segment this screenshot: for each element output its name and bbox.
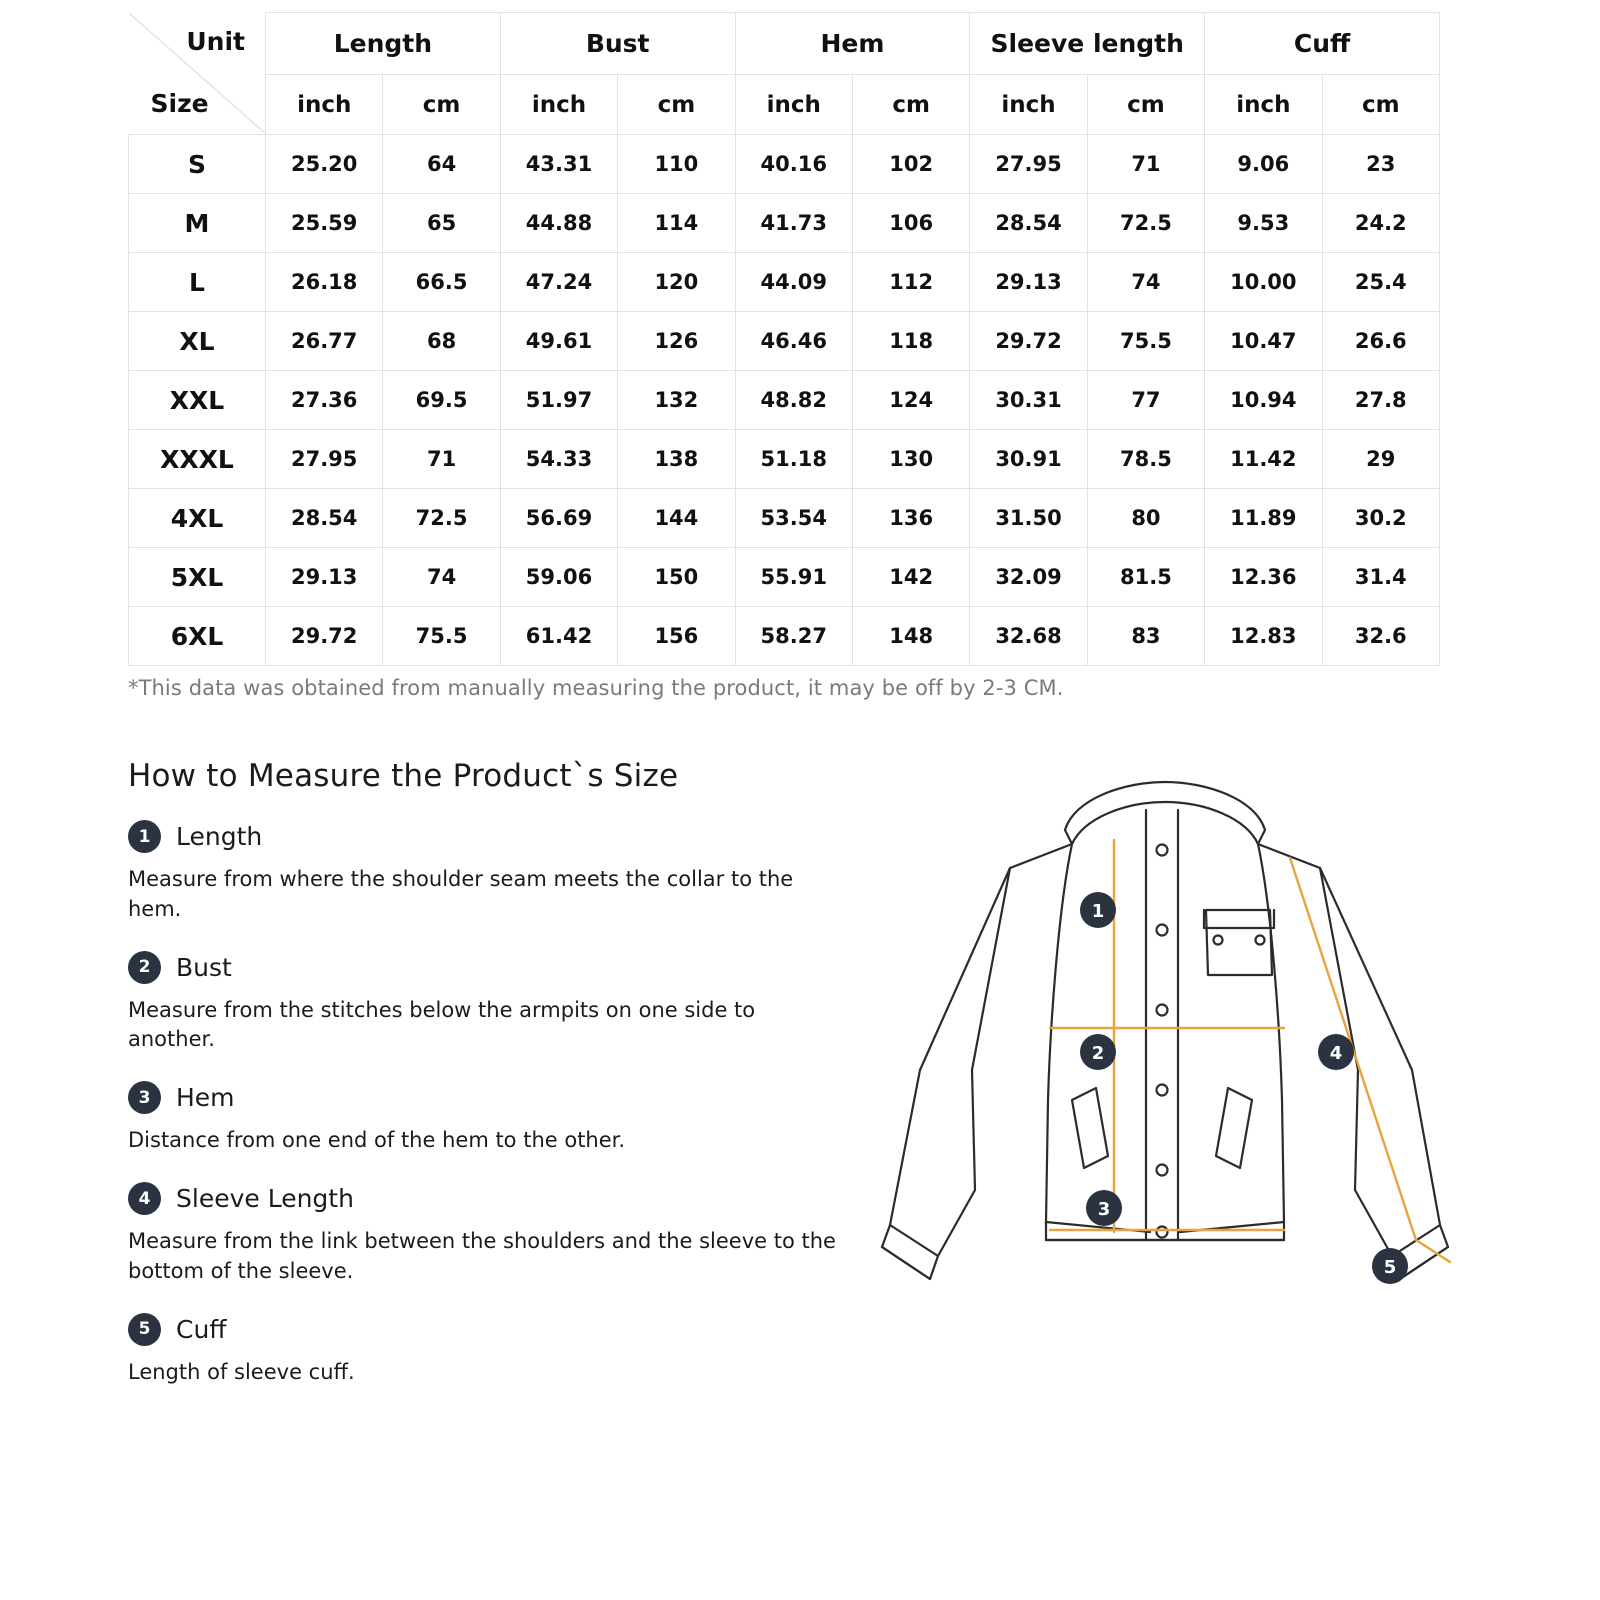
cell: 44.09 — [735, 253, 852, 312]
cell: 46.46 — [735, 312, 852, 371]
cell: 142 — [852, 548, 969, 607]
cell: 29.72 — [266, 607, 383, 666]
cell: 124 — [852, 371, 969, 430]
cell: 71 — [383, 430, 500, 489]
cell: 150 — [618, 548, 735, 607]
svg-text:3: 3 — [1097, 1199, 1111, 1220]
step-description: Distance from one end of the hem to the other. — [128, 1128, 626, 1153]
step-header — [128, 1313, 888, 1346]
cell: 68 — [383, 312, 500, 371]
row-size: 5XL — [129, 548, 266, 607]
cell: 31.4 — [1322, 548, 1439, 607]
step-title: Cuff — [176, 1314, 227, 1344]
cell: 9.06 — [1205, 135, 1322, 194]
cell: 72.5 — [383, 489, 500, 548]
subheader-unit: cm — [1087, 75, 1204, 135]
cell: 28.54 — [970, 194, 1087, 253]
row-size: 6XL — [129, 607, 266, 666]
step-number-badge: 2 — [128, 951, 161, 984]
cell: 83 — [1087, 607, 1204, 666]
step-header — [128, 1182, 888, 1215]
row-size: 4XL — [129, 489, 266, 548]
cell: 24.2 — [1322, 194, 1439, 253]
svg-text:4: 4 — [1329, 1043, 1343, 1064]
row-size: L — [129, 253, 266, 312]
table-row — [129, 253, 1440, 312]
cell: 65 — [383, 194, 500, 253]
cell: 41.73 — [735, 194, 852, 253]
subheader-unit: cm — [618, 75, 735, 135]
row-size: XL — [129, 312, 266, 371]
cell: 27.95 — [970, 135, 1087, 194]
table-subheader-row — [129, 75, 1440, 135]
cell: 51.97 — [500, 371, 617, 430]
cell: 156 — [618, 607, 735, 666]
unit-size-corner — [129, 13, 266, 135]
step-number-badge: 4 — [128, 1182, 161, 1215]
cell: 110 — [618, 135, 735, 194]
cell: 10.94 — [1205, 371, 1322, 430]
group-header-sleeve-length: Sleeve length — [970, 13, 1205, 75]
table-row — [129, 371, 1440, 430]
cell: 25.20 — [266, 135, 383, 194]
cell: 29.13 — [266, 548, 383, 607]
subheader-unit: inch — [266, 75, 383, 135]
cell: 25.4 — [1322, 253, 1439, 312]
cell: 58.27 — [735, 607, 852, 666]
cell: 74 — [383, 548, 500, 607]
measure-step-cuff — [128, 1313, 888, 1388]
step-number-badge: 1 — [128, 820, 161, 853]
row-size: M — [129, 194, 266, 253]
cell: 32.09 — [970, 548, 1087, 607]
table-row — [129, 135, 1440, 194]
table-group-header-row — [129, 13, 1440, 75]
step-title: Sleeve Length — [176, 1184, 354, 1214]
cell: 71 — [1087, 135, 1204, 194]
cell: 136 — [852, 489, 969, 548]
cell: 47.24 — [500, 253, 617, 312]
cell: 32.6 — [1322, 607, 1439, 666]
step-description: Length of sleeve cuff. — [128, 1359, 355, 1384]
subheader-unit: inch — [970, 75, 1087, 135]
cell: 75.5 — [383, 607, 500, 666]
cell: 29.13 — [970, 253, 1087, 312]
cell: 27.8 — [1322, 371, 1439, 430]
cell: 78.5 — [1087, 430, 1204, 489]
row-size: S — [129, 135, 266, 194]
cell: 10.00 — [1205, 253, 1322, 312]
subheader-unit: inch — [500, 75, 617, 135]
cell: 11.89 — [1205, 489, 1322, 548]
step-title: Bust — [176, 952, 232, 982]
step-description: Measure from the link between the shoulders and the sleeve to the bottom of the sleeve. — [128, 1229, 836, 1283]
cell: 69.5 — [383, 371, 500, 430]
cell: 148 — [852, 607, 969, 666]
svg-text:2: 2 — [1091, 1043, 1105, 1064]
cell: 130 — [852, 430, 969, 489]
measure-step-length — [128, 820, 888, 925]
table-row — [129, 607, 1440, 666]
cell: 120 — [618, 253, 735, 312]
cell: 30.31 — [970, 371, 1087, 430]
cell: 66.5 — [383, 253, 500, 312]
group-header-hem: Hem — [735, 13, 970, 75]
cell: 106 — [852, 194, 969, 253]
cell: 29 — [1322, 430, 1439, 489]
cell: 9.53 — [1205, 194, 1322, 253]
cell: 75.5 — [1087, 312, 1204, 371]
step-description: Measure from where the shoulder seam meets the collar to the hem. — [128, 867, 794, 921]
group-header-cuff: Cuff — [1205, 13, 1440, 75]
cell: 30.2 — [1322, 489, 1439, 548]
table-row — [129, 194, 1440, 253]
jacket-illustration-icon — [860, 770, 1480, 1300]
cell: 12.83 — [1205, 607, 1322, 666]
cell: 138 — [618, 430, 735, 489]
cell: 43.31 — [500, 135, 617, 194]
cell: 81.5 — [1087, 548, 1204, 607]
cell: 61.42 — [500, 607, 617, 666]
table-row — [129, 489, 1440, 548]
cell: 77 — [1087, 371, 1204, 430]
row-size: XXL — [129, 371, 266, 430]
cell: 53.54 — [735, 489, 852, 548]
cell: 25.59 — [266, 194, 383, 253]
subheader-unit: inch — [1205, 75, 1322, 135]
cell: 44.88 — [500, 194, 617, 253]
cell: 10.47 — [1205, 312, 1322, 371]
cell: 118 — [852, 312, 969, 371]
measure-step-sleeve-length — [128, 1182, 888, 1287]
table-row — [129, 548, 1440, 607]
size-label: Size — [150, 89, 209, 118]
svg-text:1: 1 — [1091, 901, 1105, 922]
row-size: XXXL — [129, 430, 266, 489]
how-to-measure-heading: How to Measure the Product`s Size — [128, 758, 679, 794]
subheader-unit: cm — [852, 75, 969, 135]
svg-text:5: 5 — [1383, 1257, 1397, 1278]
cell: 28.54 — [266, 489, 383, 548]
cell: 55.91 — [735, 548, 852, 607]
group-header-length: Length — [266, 13, 501, 75]
subheader-unit: inch — [735, 75, 852, 135]
cell: 26.18 — [266, 253, 383, 312]
step-description: Measure from the stitches below the armpits on one side to another. — [128, 997, 756, 1052]
step-header — [128, 820, 888, 853]
cell: 64 — [383, 135, 500, 194]
cell: 12.36 — [1205, 548, 1322, 607]
unit-label: Unit — [186, 26, 245, 56]
cell: 26.77 — [266, 312, 383, 371]
jacket-diagram — [860, 770, 1480, 1300]
cell: 80 — [1087, 489, 1204, 548]
table-row — [129, 430, 1440, 489]
cell: 74 — [1087, 253, 1204, 312]
cell: 144 — [618, 489, 735, 548]
measurement-disclaimer: *This data was obtained from manually measuring the product, it may be off by 2-3 CM. — [128, 676, 1064, 700]
subheader-unit: cm — [1322, 75, 1439, 135]
cell: 26.6 — [1322, 312, 1439, 371]
cell: 59.06 — [500, 548, 617, 607]
step-header — [128, 1081, 888, 1114]
size-table — [128, 12, 1440, 666]
how-to-measure-section — [128, 758, 888, 1388]
subheader-unit: cm — [383, 75, 500, 135]
group-header-bust: Bust — [500, 13, 735, 75]
step-header — [128, 951, 888, 984]
cell: 126 — [618, 312, 735, 371]
cell: 23 — [1322, 135, 1439, 194]
cell: 51.18 — [735, 430, 852, 489]
step-title: Length — [176, 822, 263, 851]
step-number-badge: 5 — [128, 1313, 161, 1346]
cell: 31.50 — [970, 489, 1087, 548]
cell: 32.68 — [970, 607, 1087, 666]
cell: 112 — [852, 253, 969, 312]
cell: 30.91 — [970, 430, 1087, 489]
measure-step-bust — [128, 951, 888, 1056]
cell: 114 — [618, 194, 735, 253]
cell: 56.69 — [500, 489, 617, 548]
cell: 29.72 — [970, 312, 1087, 371]
cell: 40.16 — [735, 135, 852, 194]
cell: 27.36 — [266, 371, 383, 430]
cell: 54.33 — [500, 430, 617, 489]
step-title: Hem — [176, 1083, 235, 1113]
cell: 72.5 — [1087, 194, 1204, 253]
cell: 11.42 — [1205, 430, 1322, 489]
cell: 48.82 — [735, 371, 852, 430]
cell: 27.95 — [266, 430, 383, 489]
cell: 49.61 — [500, 312, 617, 371]
table-row — [129, 312, 1440, 371]
step-number-badge: 3 — [128, 1081, 161, 1114]
cell: 102 — [852, 135, 969, 194]
measure-step-hem — [128, 1081, 888, 1156]
size-table-container — [0, 0, 1600, 666]
cell: 132 — [618, 371, 735, 430]
